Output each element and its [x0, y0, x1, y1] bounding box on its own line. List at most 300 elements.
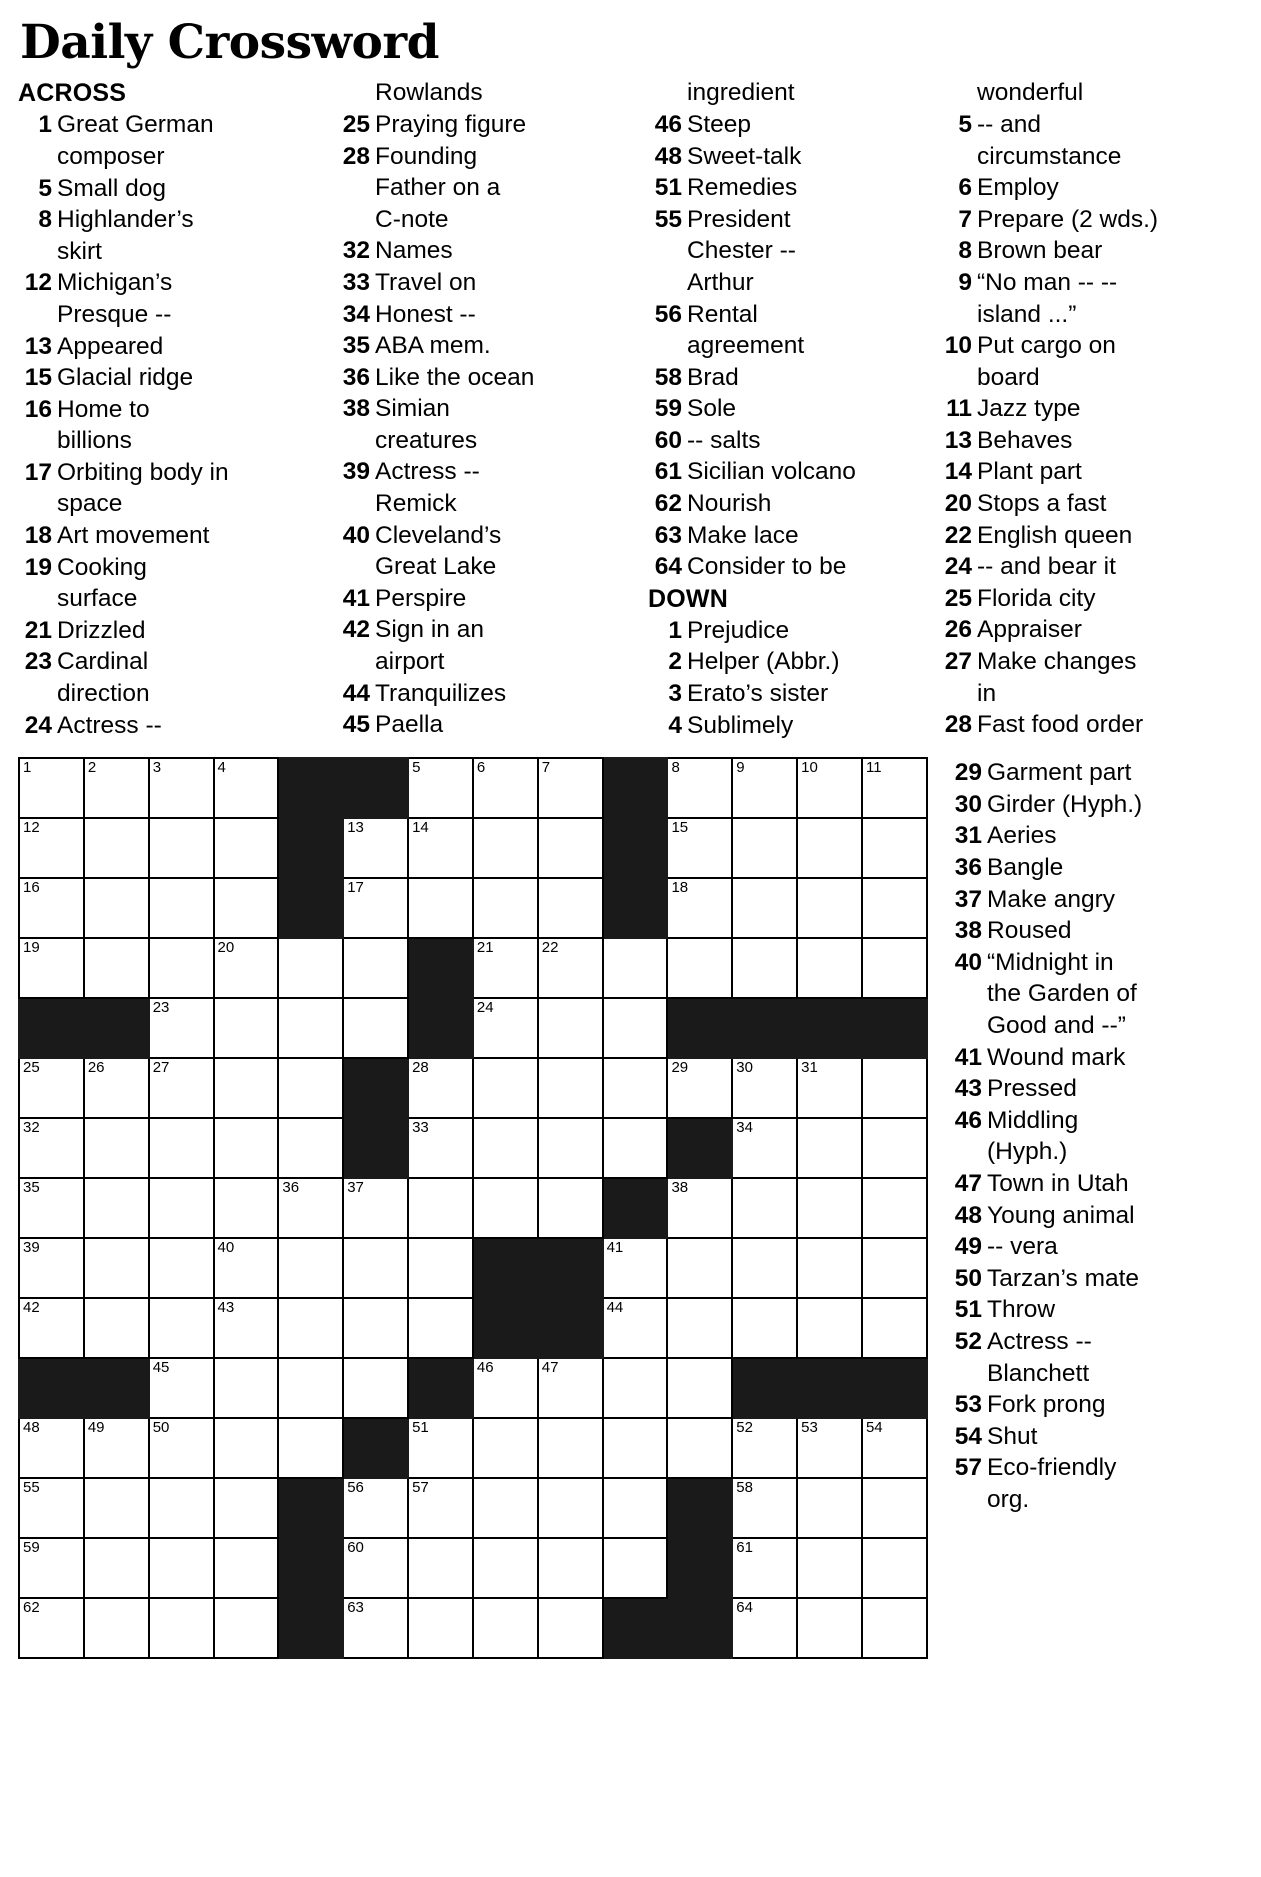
grid-cell[interactable] — [19, 758, 84, 818]
grid-cell[interactable] — [19, 1118, 84, 1178]
grid-cell[interactable] — [797, 1178, 862, 1238]
grid-cell[interactable] — [19, 818, 84, 878]
clue-item[interactable] — [938, 520, 1243, 552]
grid-cell[interactable] — [214, 1118, 279, 1178]
clue-item[interactable] — [648, 109, 924, 141]
clue-item[interactable] — [948, 1073, 1243, 1105]
grid-cell[interactable] — [214, 1358, 279, 1418]
clue-item[interactable] — [648, 141, 924, 173]
grid-cell[interactable] — [667, 1178, 732, 1238]
clue-text: “Midnight in — [987, 948, 1114, 976]
grid-row — [19, 758, 927, 818]
grid-cell[interactable] — [732, 1058, 797, 1118]
clue-item[interactable] — [648, 646, 924, 678]
grid-cell-block — [343, 758, 408, 818]
clue-item[interactable] — [938, 235, 1243, 267]
clue-item[interactable] — [948, 1105, 1243, 1137]
grid-cell[interactable] — [214, 1538, 279, 1598]
crossword-grid[interactable] — [18, 757, 928, 1659]
clue-item[interactable] — [648, 299, 924, 331]
grid-cell[interactable] — [473, 1178, 538, 1238]
clue-continuation-line: island ...” — [977, 300, 1077, 328]
clue-item[interactable] — [18, 552, 322, 584]
grid-cell[interactable] — [343, 1478, 408, 1538]
grid-cell[interactable] — [84, 1118, 149, 1178]
clue-item[interactable] — [648, 615, 924, 647]
clue-item[interactable] — [336, 362, 634, 394]
grid-cell[interactable] — [343, 998, 408, 1058]
clue-text: Aeries — [987, 822, 1057, 850]
grid-cell[interactable] — [538, 1178, 603, 1238]
grid-cell[interactable] — [473, 1358, 538, 1418]
clue-item[interactable] — [948, 1231, 1243, 1263]
grid-cell[interactable] — [343, 1178, 408, 1238]
clue-item[interactable] — [336, 299, 634, 331]
grid-cell[interactable] — [278, 938, 343, 998]
clue-item[interactable] — [648, 362, 924, 394]
grid-cell[interactable] — [473, 1478, 538, 1538]
clue-item[interactable] — [948, 1326, 1243, 1358]
clue-number: 28 — [342, 142, 370, 170]
clue-item[interactable] — [336, 330, 634, 362]
clue-continuation-line: Good and --” — [987, 1011, 1126, 1039]
clue-item[interactable] — [648, 710, 924, 742]
grid-cell[interactable] — [538, 1598, 603, 1658]
grid-cell-block — [19, 998, 84, 1058]
grid-cell[interactable] — [667, 1238, 732, 1298]
grid-cell[interactable] — [84, 1178, 149, 1238]
grid-cell[interactable] — [84, 1418, 149, 1478]
clue-number: 10 — [944, 332, 972, 360]
clue-item[interactable] — [18, 520, 322, 552]
grid-cell[interactable] — [732, 1598, 797, 1658]
clue-item[interactable] — [336, 393, 634, 425]
grid-cell[interactable] — [538, 1418, 603, 1478]
clue-item[interactable] — [336, 614, 634, 646]
grid-cell[interactable] — [343, 938, 408, 998]
clue-continuation-line: ingredient — [687, 79, 795, 107]
clue-item[interactable] — [948, 1168, 1243, 1200]
clue-item[interactable] — [18, 615, 322, 647]
grid-cell[interactable] — [732, 818, 797, 878]
grid-cell[interactable] — [862, 818, 927, 878]
grid-cell[interactable] — [84, 878, 149, 938]
clue-continuation-line: (Hyph.) — [987, 1138, 1068, 1166]
grid-cell[interactable] — [343, 1538, 408, 1598]
clue-item[interactable] — [648, 204, 924, 236]
grid-cell[interactable] — [343, 1598, 408, 1658]
clue-item[interactable] — [938, 393, 1243, 425]
grid-cell[interactable] — [797, 1118, 862, 1178]
grid-cell[interactable] — [473, 938, 538, 998]
grid-cell[interactable] — [603, 1118, 668, 1178]
grid-cell[interactable] — [732, 1538, 797, 1598]
clue-item[interactable] — [938, 109, 1243, 141]
clue-number: 44 — [342, 679, 370, 707]
grid-cell[interactable] — [473, 878, 538, 938]
grid-cell[interactable] — [278, 1118, 343, 1178]
clue-text: Young animal — [987, 1201, 1135, 1229]
clue-item[interactable] — [648, 456, 924, 488]
grid-cell[interactable] — [732, 1478, 797, 1538]
grid-cell[interactable] — [214, 1598, 279, 1658]
clue-item[interactable] — [18, 457, 322, 489]
grid-cell[interactable] — [603, 938, 668, 998]
grid-cell[interactable] — [19, 1058, 84, 1118]
grid-cell[interactable] — [278, 1238, 343, 1298]
grid-cell[interactable] — [732, 1298, 797, 1358]
clue-text: Sweet-talk — [687, 142, 802, 170]
grid-cell[interactable] — [214, 1418, 279, 1478]
grid-cell[interactable] — [862, 1418, 927, 1478]
grid-cell[interactable] — [19, 1178, 84, 1238]
clue-item[interactable] — [18, 204, 322, 236]
grid-cell[interactable] — [214, 1238, 279, 1298]
grid-cell-block — [538, 1298, 603, 1358]
clue-item[interactable] — [648, 488, 924, 520]
grid-cell[interactable] — [538, 938, 603, 998]
clue-item[interactable] — [948, 852, 1243, 884]
clue-item[interactable] — [948, 915, 1243, 947]
clue-item[interactable] — [948, 884, 1243, 916]
grid-cell[interactable] — [214, 1178, 279, 1238]
grid-cell[interactable] — [84, 938, 149, 998]
grid-cell[interactable] — [473, 1418, 538, 1478]
grid-cell[interactable] — [214, 938, 279, 998]
grid-cell-block — [473, 1238, 538, 1298]
grid-cell[interactable] — [84, 758, 149, 818]
grid-cell[interactable] — [797, 1598, 862, 1658]
grid-cell[interactable] — [408, 878, 473, 938]
grid-cell[interactable] — [862, 1298, 927, 1358]
clue-item[interactable] — [938, 614, 1243, 646]
grid-cell[interactable] — [278, 1058, 343, 1118]
grid-cell-block — [278, 818, 343, 878]
clue-item[interactable] — [648, 520, 924, 552]
grid-cell[interactable] — [84, 1238, 149, 1298]
grid-cell[interactable] — [667, 1058, 732, 1118]
grid-cell[interactable] — [603, 1478, 668, 1538]
clue-item[interactable] — [938, 204, 1243, 236]
grid-cell[interactable] — [214, 998, 279, 1058]
clue-item[interactable] — [648, 678, 924, 710]
clue-text: Orbiting body in — [57, 458, 229, 486]
clue-item[interactable] — [336, 709, 634, 741]
grid-cell[interactable] — [214, 1478, 279, 1538]
grid-cell[interactable] — [732, 1238, 797, 1298]
grid-cell-number: 49 — [87, 1419, 105, 1437]
clue-text: Appraiser — [977, 616, 1082, 644]
clue-item[interactable] — [948, 947, 1243, 979]
grid-cell[interactable] — [862, 1118, 927, 1178]
clue-item[interactable] — [938, 709, 1243, 741]
grid-cell[interactable] — [473, 1058, 538, 1118]
clue-item[interactable] — [938, 425, 1243, 457]
grid-cell[interactable] — [343, 1298, 408, 1358]
grid-cell[interactable] — [278, 998, 343, 1058]
grid-cell[interactable] — [473, 1598, 538, 1658]
grid-cell[interactable] — [343, 818, 408, 878]
clue-item[interactable] — [938, 646, 1243, 678]
grid-cell[interactable] — [214, 818, 279, 878]
grid-cell-block — [408, 1358, 473, 1418]
clue-item[interactable] — [648, 425, 924, 457]
clue-item[interactable] — [336, 109, 634, 141]
grid-cell[interactable] — [214, 878, 279, 938]
clue-item[interactable] — [948, 1389, 1243, 1421]
clue-continuation-line: billions — [57, 427, 132, 455]
clue-item[interactable] — [948, 789, 1243, 821]
grid-cell[interactable] — [149, 818, 214, 878]
grid-cell[interactable] — [408, 1418, 473, 1478]
clue-item[interactable] — [18, 173, 322, 205]
grid-cell[interactable] — [214, 1058, 279, 1118]
grid-cell[interactable] — [862, 1058, 927, 1118]
grid-cell[interactable] — [149, 1478, 214, 1538]
grid-cell[interactable] — [538, 878, 603, 938]
clue-item[interactable] — [336, 456, 634, 488]
grid-cell[interactable] — [149, 1058, 214, 1118]
grid-cell[interactable] — [862, 938, 927, 998]
grid-cell[interactable] — [732, 1418, 797, 1478]
clue-item[interactable] — [648, 551, 924, 583]
clue-number: 25 — [944, 584, 972, 612]
grid-cell[interactable] — [19, 938, 84, 998]
clue-item[interactable] — [18, 646, 322, 678]
grid-cell[interactable] — [862, 1238, 927, 1298]
grid-cell[interactable] — [538, 1478, 603, 1538]
grid-cell[interactable] — [603, 1358, 668, 1418]
grid-cell[interactable] — [408, 758, 473, 818]
grid-cell[interactable] — [797, 878, 862, 938]
clue-item[interactable] — [648, 172, 924, 204]
clue-item[interactable] — [938, 172, 1243, 204]
grid-cell[interactable] — [408, 1298, 473, 1358]
grid-cell[interactable] — [408, 1238, 473, 1298]
grid-cell[interactable] — [343, 878, 408, 938]
grid-cell[interactable] — [667, 1358, 732, 1418]
clue-number: 45 — [342, 711, 370, 739]
clue-text: Sign in an — [375, 616, 484, 644]
grid-cell[interactable] — [667, 758, 732, 818]
clue-item[interactable] — [336, 141, 634, 173]
clue-item[interactable] — [948, 1452, 1243, 1484]
grid-cell[interactable] — [19, 1298, 84, 1358]
grid-cell[interactable] — [84, 1298, 149, 1358]
grid-cell[interactable] — [19, 1538, 84, 1598]
clue-item[interactable] — [336, 235, 634, 267]
grid-cell[interactable] — [19, 1478, 84, 1538]
grid-cell[interactable] — [862, 758, 927, 818]
grid-cell[interactable] — [149, 1118, 214, 1178]
clue-item[interactable] — [938, 583, 1243, 615]
grid-cell[interactable] — [278, 1418, 343, 1478]
grid-cell[interactable] — [667, 878, 732, 938]
grid-cell-number: 13 — [347, 819, 364, 837]
grid-cell[interactable] — [797, 1538, 862, 1598]
grid-cell[interactable] — [538, 1358, 603, 1418]
grid-row — [19, 1178, 927, 1238]
grid-cell[interactable] — [149, 1178, 214, 1238]
grid-cell[interactable] — [149, 1358, 214, 1418]
grid-cell[interactable] — [149, 1538, 214, 1598]
grid-cell[interactable] — [149, 938, 214, 998]
grid-cell-block — [278, 758, 343, 818]
grid-cell[interactable] — [214, 1298, 279, 1358]
grid-cell[interactable] — [278, 1178, 343, 1238]
grid-cell-number: 62 — [23, 1599, 40, 1617]
clue-item[interactable] — [938, 456, 1243, 488]
grid-cell[interactable] — [84, 818, 149, 878]
grid-cell[interactable] — [797, 758, 862, 818]
grid-cell[interactable] — [473, 758, 538, 818]
clue-item[interactable] — [336, 267, 634, 299]
grid-cell[interactable] — [603, 1538, 668, 1598]
grid-cell[interactable] — [149, 758, 214, 818]
grid-cell[interactable] — [149, 1418, 214, 1478]
clue-item[interactable] — [938, 551, 1243, 583]
grid-cell[interactable] — [797, 1418, 862, 1478]
grid-cell[interactable] — [408, 1178, 473, 1238]
grid-cell[interactable] — [732, 758, 797, 818]
grid-cell[interactable] — [732, 878, 797, 938]
grid-cell[interactable] — [667, 818, 732, 878]
grid-cell[interactable] — [862, 1478, 927, 1538]
clue-item[interactable] — [948, 1042, 1243, 1074]
clue-item[interactable] — [336, 520, 634, 552]
clue-item[interactable] — [18, 394, 322, 426]
clue-section-heading: ACROSS — [18, 79, 127, 108]
grid-cell[interactable] — [862, 878, 927, 938]
grid-cell[interactable] — [797, 1058, 862, 1118]
clue-number: 36 — [954, 854, 982, 881]
grid-cell[interactable] — [19, 878, 84, 938]
clue-item[interactable] — [948, 1421, 1243, 1453]
clue-item[interactable] — [18, 331, 322, 363]
grid-cell[interactable] — [538, 818, 603, 878]
clue-item[interactable] — [948, 1263, 1243, 1295]
clue-item[interactable] — [938, 267, 1243, 299]
grid-cell[interactable] — [862, 1598, 927, 1658]
grid-cell[interactable] — [603, 1058, 668, 1118]
grid-cell[interactable] — [862, 1178, 927, 1238]
grid-cell[interactable] — [149, 1298, 214, 1358]
clue-item[interactable] — [948, 820, 1243, 852]
clue-item[interactable] — [18, 710, 322, 742]
clue-number: 64 — [654, 553, 682, 581]
grid-cell-number: 45 — [152, 1359, 170, 1377]
grid-cell[interactable] — [149, 878, 214, 938]
grid-cell[interactable] — [149, 1238, 214, 1298]
grid-cell[interactable] — [19, 1598, 84, 1658]
clue-text: Drizzled — [57, 616, 146, 644]
clue-item[interactable] — [948, 1294, 1243, 1326]
grid-cell[interactable] — [732, 938, 797, 998]
clue-item[interactable] — [18, 362, 322, 394]
clue-text: Erato’s sister — [687, 680, 829, 708]
grid-cell[interactable] — [797, 818, 862, 878]
grid-cell[interactable] — [603, 1418, 668, 1478]
clue-item[interactable] — [18, 109, 322, 141]
grid-cell[interactable] — [84, 1058, 149, 1118]
grid-cell[interactable] — [408, 1058, 473, 1118]
clue-number: 25 — [342, 110, 370, 138]
grid-cell[interactable] — [408, 1598, 473, 1658]
grid-cell-number: 63 — [347, 1599, 364, 1617]
grid-cell[interactable] — [667, 1298, 732, 1358]
clue-item[interactable] — [648, 393, 924, 425]
grid-and-down-column — [18, 757, 1243, 1659]
clue-item[interactable] — [938, 330, 1243, 362]
clue-item[interactable] — [18, 267, 322, 299]
grid-cell[interactable] — [797, 1298, 862, 1358]
grid-cell[interactable] — [797, 1478, 862, 1538]
grid-cell[interactable] — [84, 1478, 149, 1538]
clue-item[interactable] — [948, 1200, 1243, 1232]
clue-text: -- and — [977, 110, 1042, 138]
grid-cell[interactable] — [797, 938, 862, 998]
grid-cell[interactable] — [538, 1118, 603, 1178]
grid-cell[interactable] — [278, 1298, 343, 1358]
clue-text: Simian — [375, 395, 450, 423]
grid-cell[interactable] — [214, 758, 279, 818]
clue-text: Fork prong — [987, 1391, 1106, 1419]
grid-cell[interactable] — [408, 1538, 473, 1598]
grid-cell[interactable] — [862, 1538, 927, 1598]
grid-cell[interactable] — [408, 1118, 473, 1178]
grid-cell[interactable] — [473, 1538, 538, 1598]
grid-row — [19, 1298, 927, 1358]
grid-cell[interactable] — [343, 1238, 408, 1298]
grid-cell[interactable] — [473, 998, 538, 1058]
grid-cell[interactable] — [473, 1118, 538, 1178]
clue-item[interactable] — [336, 678, 634, 710]
grid-cell[interactable] — [343, 1358, 408, 1418]
grid-cell[interactable] — [667, 938, 732, 998]
clue-number: 4 — [668, 711, 682, 739]
clue-item[interactable] — [938, 488, 1243, 520]
grid-cell[interactable] — [473, 818, 538, 878]
grid-cell[interactable] — [538, 998, 603, 1058]
grid-cell[interactable] — [278, 1358, 343, 1418]
grid-cell[interactable] — [408, 1478, 473, 1538]
grid-cell[interactable] — [538, 758, 603, 818]
grid-cell[interactable] — [538, 1538, 603, 1598]
grid-cell[interactable] — [408, 818, 473, 878]
clue-number: 26 — [944, 616, 972, 644]
grid-cell[interactable] — [84, 1598, 149, 1658]
grid-cell[interactable] — [603, 1238, 668, 1298]
grid-row — [19, 1598, 927, 1658]
grid-cell[interactable] — [149, 998, 214, 1058]
grid-cell[interactable] — [603, 998, 668, 1058]
clue-item[interactable] — [948, 757, 1243, 789]
grid-cell[interactable] — [732, 1178, 797, 1238]
grid-cell[interactable] — [84, 1538, 149, 1598]
clue-text: Roused — [987, 917, 1072, 945]
grid-cell[interactable] — [538, 1058, 603, 1118]
clue-number: 60 — [654, 426, 682, 454]
grid-cell[interactable] — [667, 1418, 732, 1478]
grid-cell[interactable] — [149, 1598, 214, 1658]
grid-cell[interactable] — [732, 1118, 797, 1178]
clue-item[interactable] — [336, 583, 634, 615]
grid-cell[interactable] — [603, 1298, 668, 1358]
grid-cell[interactable] — [797, 1238, 862, 1298]
clue-text: Honest -- — [375, 300, 476, 328]
grid-cell[interactable] — [19, 1238, 84, 1298]
grid-cell[interactable] — [19, 1418, 84, 1478]
